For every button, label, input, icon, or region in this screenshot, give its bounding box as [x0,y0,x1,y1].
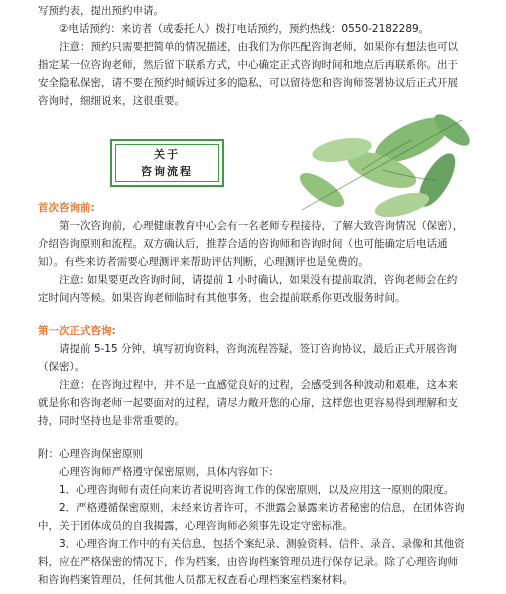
first-visit-heading: 首次咨询前: [38,202,95,214]
process-title-line2: 咨询流程 [141,165,193,178]
formal-session-para1: 请提前 5-15 分钟，填写初询资料，咨询流程答疑，签订咨询协议，最后正式开展咨询（保密）。 [38,343,458,373]
box-inner-border [115,144,219,182]
appendix-item-3: 3．心理咨询工作中的有关信息，包括个案纪录、测验资料、信件、录音、录像和其他资料，应在严格保密的情况下，作为档案，由咨询档案管理员进行保存记录。除了心理咨询师和咨询档案管理员，任何其他人员都无权查看心理档案室档案材料。 [38,538,465,586]
appendix-item-1: 1．心理咨询师有责任向来访者说明咨询工作的保密原则，以及应用这一原则的限度。 [59,484,455,496]
first-visit-para2: 注意: 如果要更改咨询时间，请提前 1 小时确认，如果没有提前取消，咨询老师会在约定时间内等候。如果咨询老师临时有其他事务，也会提前联系你更改服务时间。 [38,274,458,304]
process-title-line1: 关于 [154,148,180,161]
formal-session-heading: 第一次正式咨询: [38,325,116,337]
formal-session-para2: 注意：在咨询过程中，并不是一直感觉良好的过程，会感受到各种波动和艰难，这本来就是你和咨询老师一起要面对的过程，请尽力敞开您的心扉，这样您也更容易得到理解和支持，同时坚持也是非常重要的。 [38,379,458,427]
appendix-item-2: 2．严格遵循保密原则，未经来访者许可，不泄露会暴露来访者秘密的信息，在团体咨询中，关于团体成员的自我揭露，心理咨询师必须事先设定守密标准。 [38,502,465,532]
phone-booking: ②电话预约：来访者（或委托人）拨打电话预约，预约热线：0550-2182289。 [59,23,430,35]
intro-line1: 写预约表，提出预约申请。 [38,5,164,17]
appendix-lead: 心理咨询师严格遵守保密原则，具体内容如下: [59,466,273,478]
appendix-section [38,445,466,589]
appendix-title: 附：心理咨询保密原则 [38,448,143,460]
process-title-box [110,139,224,187]
first-visit-para1: 第一次咨询前，心理健康教育中心会有一名老师专程接待，了解大致咨询情况（保密），介绍咨询原则和流程。双方确认后，推荐合适的咨询师和咨询时间（也可能确定后电话通知）。有些来访者需要心理测评来帮助评估判断，心理测评也是免费的。 [38,220,464,268]
intro-section [38,2,466,110]
formal-session-section [38,322,466,430]
first-visit-section [38,199,466,307]
booking-note: 注意：预约只需要把简单的情况描述，由我们为你匹配咨询老师，如果你有想法也可以指定某一位咨询老师，然后留下联系方式，中心确定正式咨询时间和地点后再联系你。出于安全隐私保密，请不要在预约时倾诉过多的隐私，可以留待您和咨询师签署协议后正式开展咨询时，细细说来，这很重要。 [38,41,458,107]
